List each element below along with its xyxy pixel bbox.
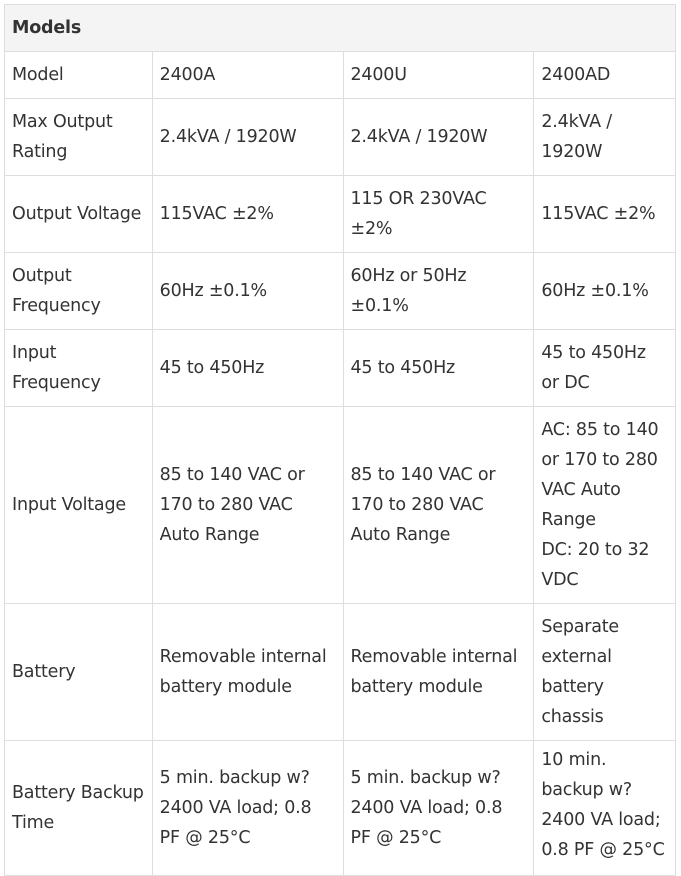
table-header-row [5,5,676,52]
cell-battery-2400a: Removable internal battery module [152,604,343,741]
cell-model-2400u: 2400U [343,52,534,99]
row-label-model: Model [5,52,153,99]
cell-input-frequency-2400a: 45 to 450Hz [152,330,343,407]
input-voltage-dc-range: DC: 20 to 32 VDC [541,540,650,590]
table-row-battery [5,604,676,741]
row-label-output-voltage: Output Voltage [5,176,153,253]
table-row-model [5,52,676,99]
table-row-battery-backup-time [5,741,676,876]
cell-backup-time-2400u: 5 min. backup w? 2400 VA load; 0.8 PF @ 25°C [343,741,534,876]
row-label-max-output: Max Output Rating [5,99,153,176]
cell-input-frequency-2400u: 45 to 450Hz [343,330,534,407]
row-label-battery: Battery [5,604,153,741]
cell-model-2400a: 2400A [152,52,343,99]
table-row-input-frequency [5,330,676,407]
row-label-battery-backup-time: Battery Backup Time [5,741,153,876]
cell-max-output-2400a: 2.4kVA / 1920W [152,99,343,176]
cell-output-frequency-2400u: 60Hz or 50Hz ±0.1% [343,253,534,330]
models-spec-table [4,4,676,876]
cell-output-voltage-2400a: 115VAC ±2% [152,176,343,253]
row-label-input-frequency: Input Frequency [5,330,153,407]
cell-input-voltage-2400u: 85 to 140 VAC or 170 to 280 VAC Auto Range [343,407,534,604]
cell-input-voltage-2400a: 85 to 140 VAC or 170 to 280 VAC Auto Range [152,407,343,604]
cell-input-voltage-2400ad [534,407,676,604]
row-label-input-voltage: Input Voltage [5,407,153,604]
cell-battery-2400u: Removable internal battery module [343,604,534,741]
cell-input-frequency-2400ad: 45 to 450Hz or DC [534,330,676,407]
table-row-output-voltage [5,176,676,253]
cell-battery-2400ad: Separate external battery chassis [534,604,676,741]
table-row-max-output [5,99,676,176]
cell-output-voltage-2400ad: 115VAC ±2% [534,176,676,253]
cell-backup-time-2400a: 5 min. backup w? 2400 VA load; 0.8 PF @ 25°C [152,741,343,876]
cell-max-output-2400u: 2.4kVA / 1920W [343,99,534,176]
cell-output-voltage-2400u: 115 OR 230VAC ±2% [343,176,534,253]
row-label-output-frequency: Output Frequency [5,253,153,330]
cell-output-frequency-2400ad: 60Hz ±0.1% [534,253,676,330]
cell-max-output-2400ad: 2.4kVA / 1920W [534,99,676,176]
table-title: Models [5,5,676,52]
table-row-output-frequency [5,253,676,330]
cell-model-2400ad: 2400AD [534,52,676,99]
table-row-input-voltage [5,407,676,604]
input-voltage-ac-range: AC: 85 to 140 or 170 to 280 VAC Auto Range [541,420,659,530]
cell-backup-time-2400ad: 10 min. backup w? 2400 VA load; 0.8 PF @ 25°C [534,741,676,876]
cell-output-frequency-2400a: 60Hz ±0.1% [152,253,343,330]
